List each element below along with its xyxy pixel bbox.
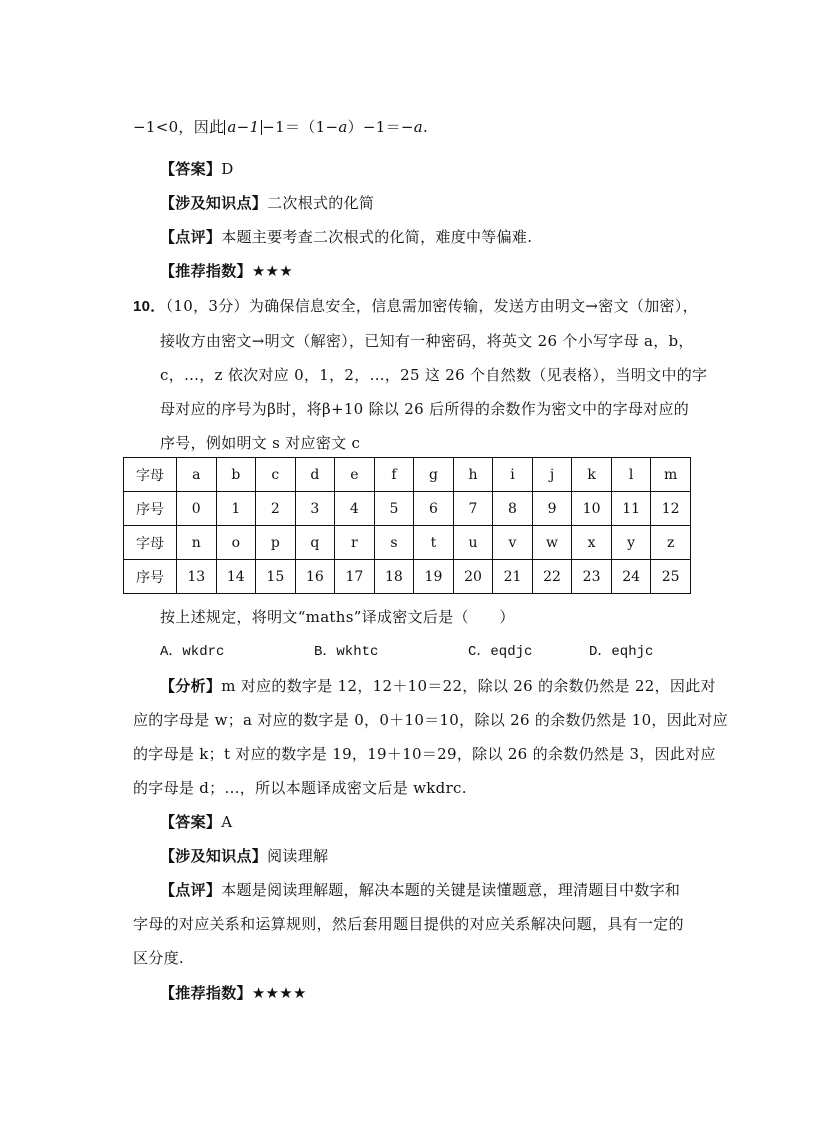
row-label-index: 序号 xyxy=(124,560,177,594)
table-cell: 16 xyxy=(295,560,335,594)
prev-solution-line xyxy=(133,116,428,137)
knowledge-value: 阅读理解 xyxy=(267,847,329,865)
table-cell: 15 xyxy=(256,560,296,594)
prev-solution-text-end2: ）−1＝− xyxy=(347,118,414,136)
table-cell: 12 xyxy=(651,492,691,526)
rating-label: 【推荐指数】 xyxy=(160,262,252,280)
q10-answer xyxy=(160,811,232,832)
prev-solution-text-start: −1<0，因此 xyxy=(133,118,225,136)
table-cell: 8 xyxy=(493,492,533,526)
table-cell: s xyxy=(374,526,414,560)
q10-stem-line5: 序号，例如明文 s 对应密文 c xyxy=(160,434,361,452)
table-cell: 14 xyxy=(216,560,256,594)
table-cell: g xyxy=(414,458,454,492)
answer-value: D xyxy=(221,160,234,178)
comment-value: 本题主要考查二次根式的化简，难度中等偏难. xyxy=(221,228,533,246)
q10-rating xyxy=(160,982,307,1003)
table-cell: 19 xyxy=(414,560,454,594)
table-row-letters-2 xyxy=(124,526,691,560)
analysis-text1: m 对应的数字是 12，12＋10＝22，除以 26 的余数仍然是 22，因此对 xyxy=(221,677,716,695)
analysis-line2: 应的字母是 w；a 对应的数字是 0，0＋10＝10，除以 26 的余数仍然是 10，因此对应 xyxy=(133,711,728,729)
question-number: 10． xyxy=(133,298,166,315)
table-cell: c xyxy=(256,458,296,492)
table-cell: 21 xyxy=(493,560,533,594)
option-d: D．eqhjc xyxy=(589,644,654,660)
table-cell: y xyxy=(611,526,651,560)
q10-prompt: 按上述规定，将明文“maths”译成密文后是（ ） xyxy=(160,608,515,626)
knowledge-label: 【涉及知识点】 xyxy=(160,194,268,212)
table-cell: 1 xyxy=(216,492,256,526)
option-c: C．eqdjc xyxy=(468,644,533,660)
table-cell: 18 xyxy=(374,560,414,594)
prev-comment xyxy=(160,226,532,247)
rating-label: 【推荐指数】 xyxy=(160,984,252,1002)
q10-stem-line4: 母对应的序号为β时，将β+10 除以 26 后所得的余数作为密文中的字母对应的 xyxy=(160,400,690,418)
variable-a-2: a xyxy=(413,118,424,136)
table-row-letters-1 xyxy=(124,458,691,492)
q10-comment-line3: 区分度. xyxy=(133,949,184,967)
table-cell: 22 xyxy=(532,560,572,594)
analysis-line4: 的字母是 d；…，所以本题译成密文后是 wkdrc. xyxy=(133,779,467,797)
analysis-line1 xyxy=(160,675,716,696)
table-row-index-2 xyxy=(124,560,691,594)
rating-stars: ★★★★ xyxy=(251,984,307,1002)
table-cell: 17 xyxy=(335,560,375,594)
table-cell: n xyxy=(177,526,217,560)
cipher-table xyxy=(123,457,691,594)
table-cell: v xyxy=(493,526,533,560)
table-cell: b xyxy=(216,458,256,492)
q10-stem-line2: 接收方由密文→明文（解密），已知有一种密码，将英文 26 个小写字母 a，b， xyxy=(160,332,694,350)
prev-answer xyxy=(160,158,234,179)
comment-text1: 本题是阅读理解题，解决本题的关键是读懂题意，理清题目中数字和 xyxy=(221,881,681,899)
table-cell: e xyxy=(335,458,375,492)
table-cell: q xyxy=(295,526,335,560)
table-cell: m xyxy=(651,458,691,492)
table-cell: 7 xyxy=(453,492,493,526)
analysis-label: 【分析】 xyxy=(160,677,222,695)
table-cell: j xyxy=(532,458,572,492)
row-label-letter: 字母 xyxy=(124,458,177,492)
table-cell: 11 xyxy=(611,492,651,526)
table-cell: o xyxy=(216,526,256,560)
table-cell: t xyxy=(414,526,454,560)
option-b: B．wkhtc xyxy=(314,644,379,660)
table-cell: r xyxy=(335,526,375,560)
table-cell: a xyxy=(177,458,217,492)
abs-content: a−1 xyxy=(227,118,260,136)
row-label-index: 序号 xyxy=(124,492,177,526)
q10-stem-line3: c，…，z 依次对应 0，1，2，…，25 这 26 个自然数（见表格），当明文中的字 xyxy=(160,366,708,384)
table-cell: h xyxy=(453,458,493,492)
row-label-letter: 字母 xyxy=(124,526,177,560)
table-cell: 13 xyxy=(177,560,217,594)
table-cell: z xyxy=(651,526,691,560)
table-cell: u xyxy=(453,526,493,560)
rating-stars: ★★★ xyxy=(251,262,294,280)
prev-rating xyxy=(160,260,293,281)
option-a: A．wkdrc xyxy=(160,644,225,660)
table-cell: 24 xyxy=(611,560,651,594)
table-cell: d xyxy=(295,458,335,492)
variable-a: a xyxy=(338,118,348,136)
knowledge-label: 【涉及知识点】 xyxy=(160,847,268,865)
comment-label: 【点评】 xyxy=(160,228,222,246)
table-cell: 0 xyxy=(177,492,217,526)
table-cell: 6 xyxy=(414,492,454,526)
table-cell: 23 xyxy=(572,560,612,594)
table-cell: p xyxy=(256,526,296,560)
answer-value: A xyxy=(221,813,233,831)
analysis-line3: 的字母是 k；t 对应的数字是 19，19＋10＝29，除以 26 的余数仍然是 3，因此对应 xyxy=(133,745,716,763)
prev-solution-text-end: −1＝（1− xyxy=(262,118,339,136)
q10-knowledge xyxy=(160,845,328,866)
prev-knowledge xyxy=(160,192,374,213)
table-cell: 4 xyxy=(335,492,375,526)
q10-stem-text1: （10，3分）为确保信息安全，信息需加密传输，发送方由明文→密文（加密）， xyxy=(165,297,698,315)
q10-comment-line1 xyxy=(160,879,680,900)
table-cell: 9 xyxy=(532,492,572,526)
table-cell: 20 xyxy=(453,560,493,594)
table-cell: w xyxy=(532,526,572,560)
prev-solution-dot: . xyxy=(423,118,429,136)
q10-stem-line1 xyxy=(133,295,698,316)
answer-label: 【答案】 xyxy=(160,160,222,178)
table-cell: 3 xyxy=(295,492,335,526)
table-cell: f xyxy=(374,458,414,492)
table-cell: i xyxy=(493,458,533,492)
table-cell: 25 xyxy=(651,560,691,594)
table-cell: l xyxy=(611,458,651,492)
table-cell: 5 xyxy=(374,492,414,526)
table-row-index-1 xyxy=(124,492,691,526)
table-cell: 2 xyxy=(256,492,296,526)
table-cell: x xyxy=(572,526,612,560)
knowledge-value: 二次根式的化简 xyxy=(267,194,375,212)
q10-comment-line2: 字母的对应关系和运算规则，然后套用题目提供的对应关系解决问题，具有一定的 xyxy=(133,915,684,933)
table-cell: 10 xyxy=(572,492,612,526)
comment-label: 【点评】 xyxy=(160,881,222,899)
table-cell: k xyxy=(572,458,612,492)
answer-label: 【答案】 xyxy=(160,813,222,831)
absolute-value-expression xyxy=(224,120,262,135)
